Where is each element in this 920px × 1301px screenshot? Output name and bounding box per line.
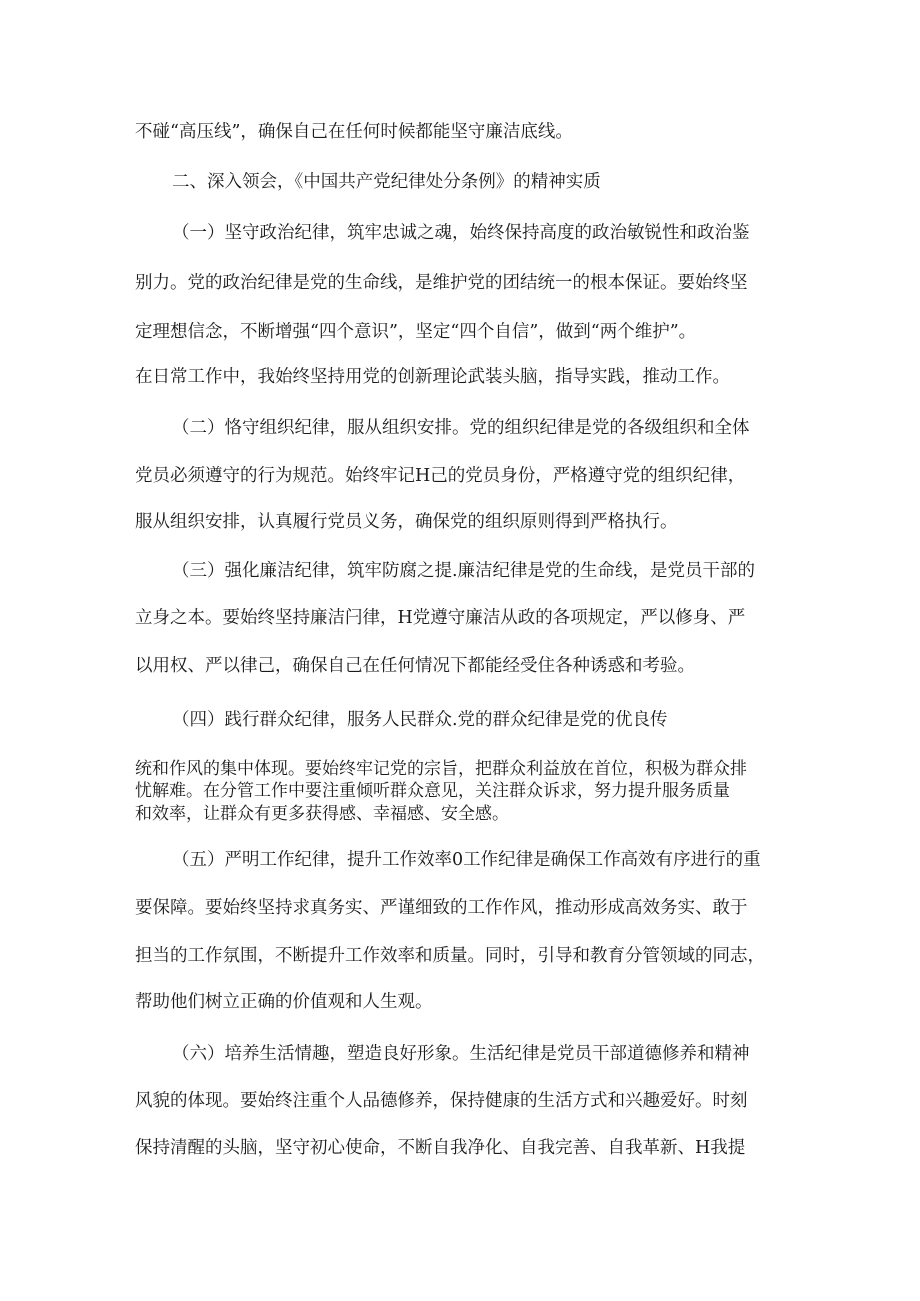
text-line-12: 以用权、严以律己，确保自己在任何情况下都能经受住各种诱惑和考验。 [135, 656, 695, 676]
text-line-23: 保持清醒的头脑，坚守初心使命，不断自我净化、自我完善、自我革新、H我提 [135, 1138, 746, 1158]
text-line-14: 统和作风的集中体现。要始终牢记党的宗旨，把群众利益放在首位，积极为群众排 [135, 759, 747, 779]
text-line-13: （四）践行群众纪律，服务人民群众.党的群众纪律是党的优良传 [172, 710, 668, 730]
text-line-7: （二）恪守组织纪律，服从组织安排。党的组织纪律是党的各级组织和全体 [172, 418, 750, 438]
text-line-15: 忧解难。在分管工作中要注重倾听群众意见，关注群众诉求，努力提升服务质量 [135, 781, 730, 801]
text-line-1: 不碰“高压线”，确保自己在任何时候都能坚守廉洁底线。 [135, 122, 573, 142]
text-line-3: （一）坚守政治纪律，筑牢忠诚之魂，始终保持高度的政治敏锐性和政治鉴 [172, 223, 750, 243]
text-line-4: 别力。党的政治纪律是党的生命线，是维护党的团结统一的根本保证。要始终坚 [135, 273, 748, 293]
text-line-18: 要保障。要始终坚持求真务实、严谨细致的工作作风，推动形成高效务实、敢于 [135, 898, 748, 918]
text-line-5: 定理想信念，不断增强“四个意识”，坚定“四个自信”，做到“两个维护”。 [135, 322, 697, 342]
text-line-22: 风貌的体现。要始终注重个人品德修养，保持健康的生活方式和兴趣爱好。时刻 [135, 1091, 748, 1111]
text-line-17: （五）严明工作纪律，提升工作效率0工作纪律是确保工作高效有序进行的重 [172, 850, 761, 870]
text-line-8: 党员必须遵守的行为规范。始终牢记H己的党员身份，严格遵守党的组织纪律， [135, 466, 746, 486]
text-line-20: 帮助他们树立正确的价值观和人生观。 [135, 992, 433, 1012]
text-line-6: 在日常工作中，我始终坚持用党的创新理论武装头脑，指导实践，推动工作。 [135, 367, 730, 387]
text-line-21: （六）培养生活情趣，塑造良好形象。生活纪律是党员干部道德修养和精神 [172, 1044, 750, 1064]
text-line-9: 服从组织安排，认真履行党员义务，确保党的组织原则得到严格执行。 [135, 512, 678, 532]
text-line-19: 担当的工作氛围，不断提升工作效率和质量。同时，引导和教育分管领域的同志， [135, 946, 765, 966]
text-line-11: 立身之本。要始终坚持廉洁闩律，H党遵守廉洁从政的各项规定，严以修身、严 [135, 608, 746, 628]
text-line-10: （三）强化廉洁纪律，筑牢防腐之提.廉洁纪律是党的生命线，是党员干部的 [172, 561, 756, 581]
text-line-16: 和效率，让群众有更多获得感、幸福感、安全感。 [135, 804, 509, 824]
section-heading: 二、深入领会，《中国共产党纪律处分条例》的精神实质 [172, 172, 601, 192]
